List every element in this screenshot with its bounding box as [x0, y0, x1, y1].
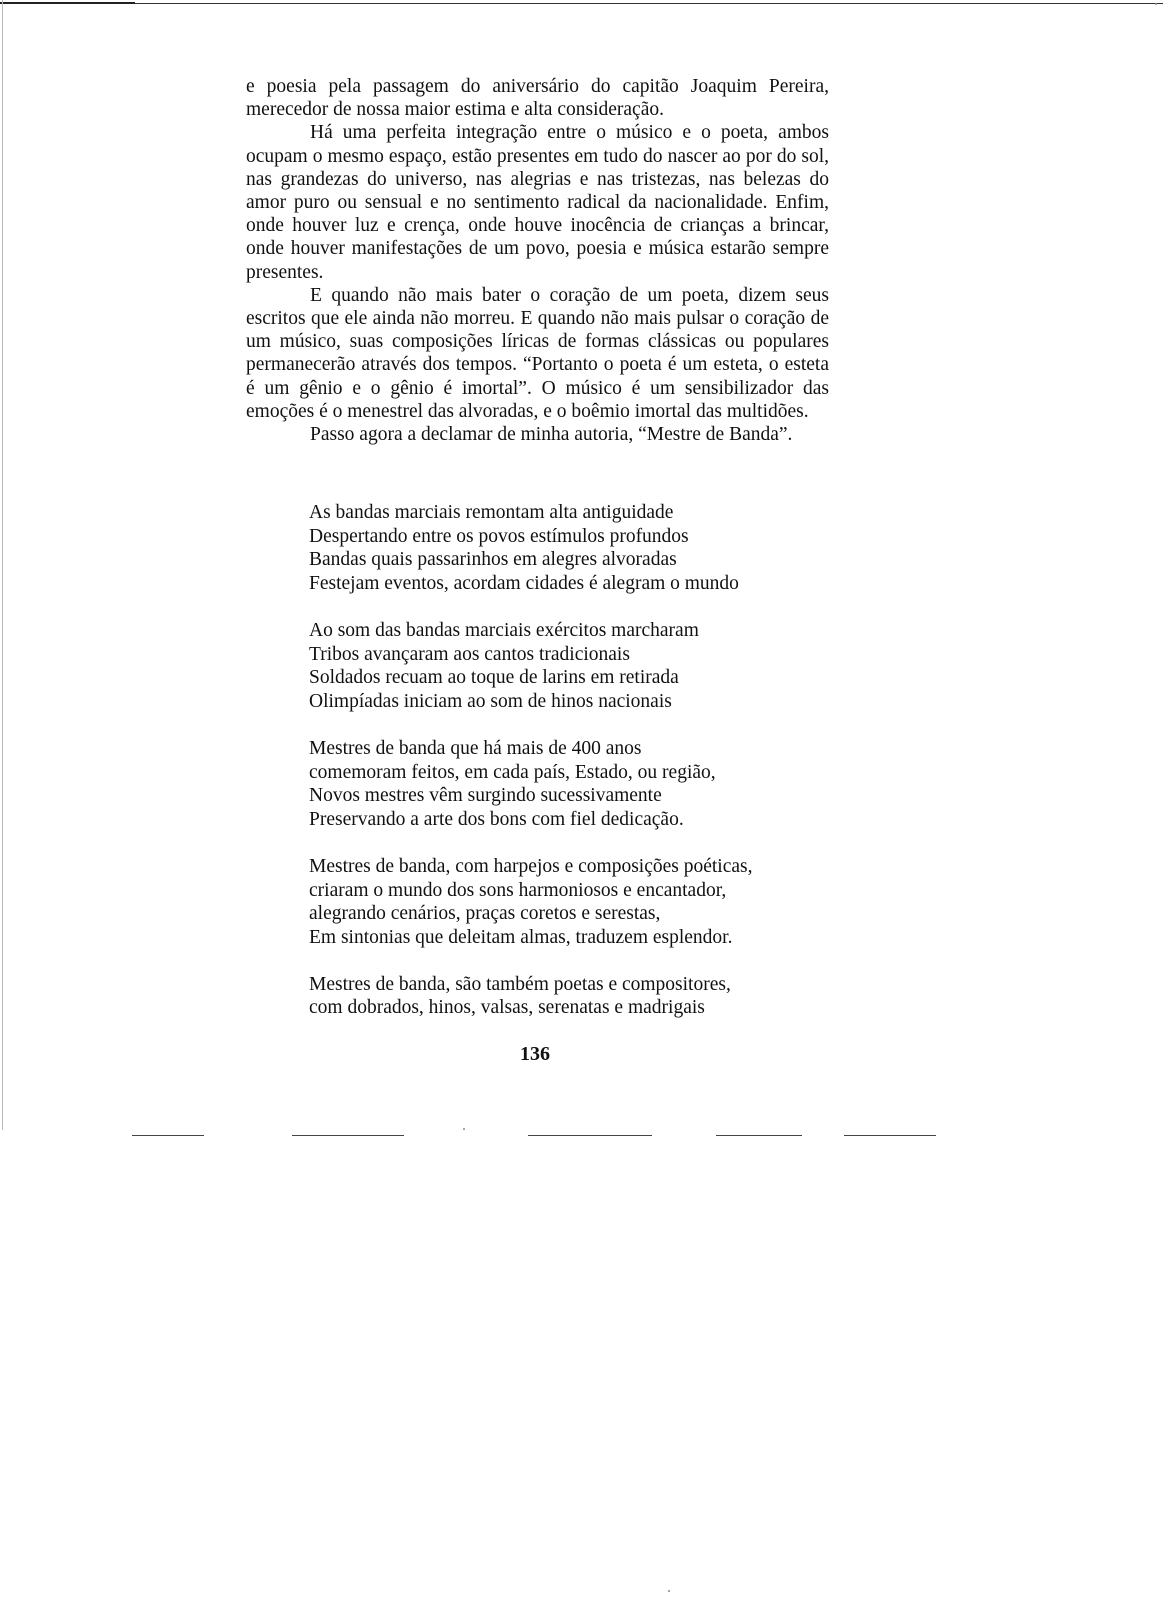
poem-line: Preservando a arte dos bons com fiel dedicação. [309, 808, 684, 830]
poem-line: criaram o mundo dos sons harmoniosos e encantador, [309, 879, 727, 901]
scan-speck [463, 1128, 465, 1130]
paragraph-4: Passo agora a declamar de minha autoria, “Mestre de Banda”. [310, 424, 793, 446]
scan-speck [1155, 3, 1157, 5]
scan-speck [668, 1590, 670, 1592]
poem-mestre-de-banda [309, 501, 829, 1044]
poem-line: Bandas quais passarinhos em alegres alvoradas [309, 549, 677, 571]
poem-line: com dobrados, hinos, valsas, serenatas e madrigais [309, 997, 705, 1019]
stanza-2 [309, 619, 829, 713]
poem-line: Novos mestres vêm surgindo sucessivamente [309, 785, 662, 807]
poem-line: alegrando cenários, praças coretos e serestas, [309, 903, 661, 925]
scan-top-rule-mark [0, 2, 135, 4]
scan-left-edge [2, 0, 3, 1130]
prose-body [246, 75, 829, 446]
stanza-4 [309, 855, 829, 949]
stanza-3 [309, 737, 829, 831]
poem-line: Tribos avançaram aos cantos tradicionais [309, 643, 630, 665]
paragraph-2: Há uma perfeita integração entre o músico e o poeta, ambos ocupam o mesmo espaço, estão presentes em tudo do nascer ao por do sol, nas grandezas do universo, nas alegrias e nas tristezas, nas belezas do amor puro ou sensual e no sentimento radical da nacionalidade. Enfim, onde houver luz e crença, onde houve inocência de crianças a brincar, onde houver manifestações de um povo, poesia e música estarão sempre presentes. [246, 122, 829, 283]
poem-line: Soldados recuam ao toque de larins em retirada [309, 667, 679, 689]
poem-line: Festejam eventos, acordam cidades é alegram o mundo [309, 572, 739, 594]
scan-bottom-rule [716, 1135, 802, 1136]
scan-bottom-rule [132, 1135, 204, 1136]
scan-top-rule [0, 3, 1163, 4]
poem-line: Mestres de banda que há mais de 400 anos [309, 737, 642, 759]
poem-line: Mestres de banda, são também poetas e compositores, [309, 973, 731, 995]
poem-line: Em sintonias que deleitam almas, traduzem esplendor. [309, 926, 733, 948]
poem-line: Despertando entre os povos estímulos profundos [309, 525, 689, 547]
stanza-5 [309, 973, 829, 1020]
paragraph-3: E quando não mais bater o coração de um poeta, dizem seus escritos que ele ainda não morreu. E quando não mais pulsar o coração de um músico, suas composições líricas de formas clássicas ou populares permanecerão através dos tempos. “Portanto o poeta é um esteta, o esteta é um gênio e o gênio é imortal”. O músico é um sensibilizador das emoções é o menestrel das alvoradas, e o boêmio imortal das multidões. [246, 284, 829, 422]
page-number: 136 [520, 1043, 550, 1065]
scan-bottom-rule [528, 1135, 652, 1136]
paragraph-1: e poesia pela passagem do aniversário do capitão Joaquim Pereira, merecedor de nossa maior estima e alta consideração. [246, 76, 829, 121]
poem-line: Ao som das bandas marciais exércitos marcharam [309, 619, 699, 641]
scan-bottom-rule [844, 1135, 936, 1136]
poem-line: Olimpíadas iniciam ao som de hinos nacionais [309, 690, 672, 712]
poem-line: As bandas marciais remontam alta antiguidade [309, 502, 674, 523]
poem-line: Mestres de banda, com harpejos e composições poéticas, [309, 855, 753, 877]
poem-line: comemoram feitos, em cada país, Estado, ou região, [309, 761, 716, 783]
stanza-1 [309, 501, 829, 595]
scan-bottom-rule [292, 1135, 404, 1136]
